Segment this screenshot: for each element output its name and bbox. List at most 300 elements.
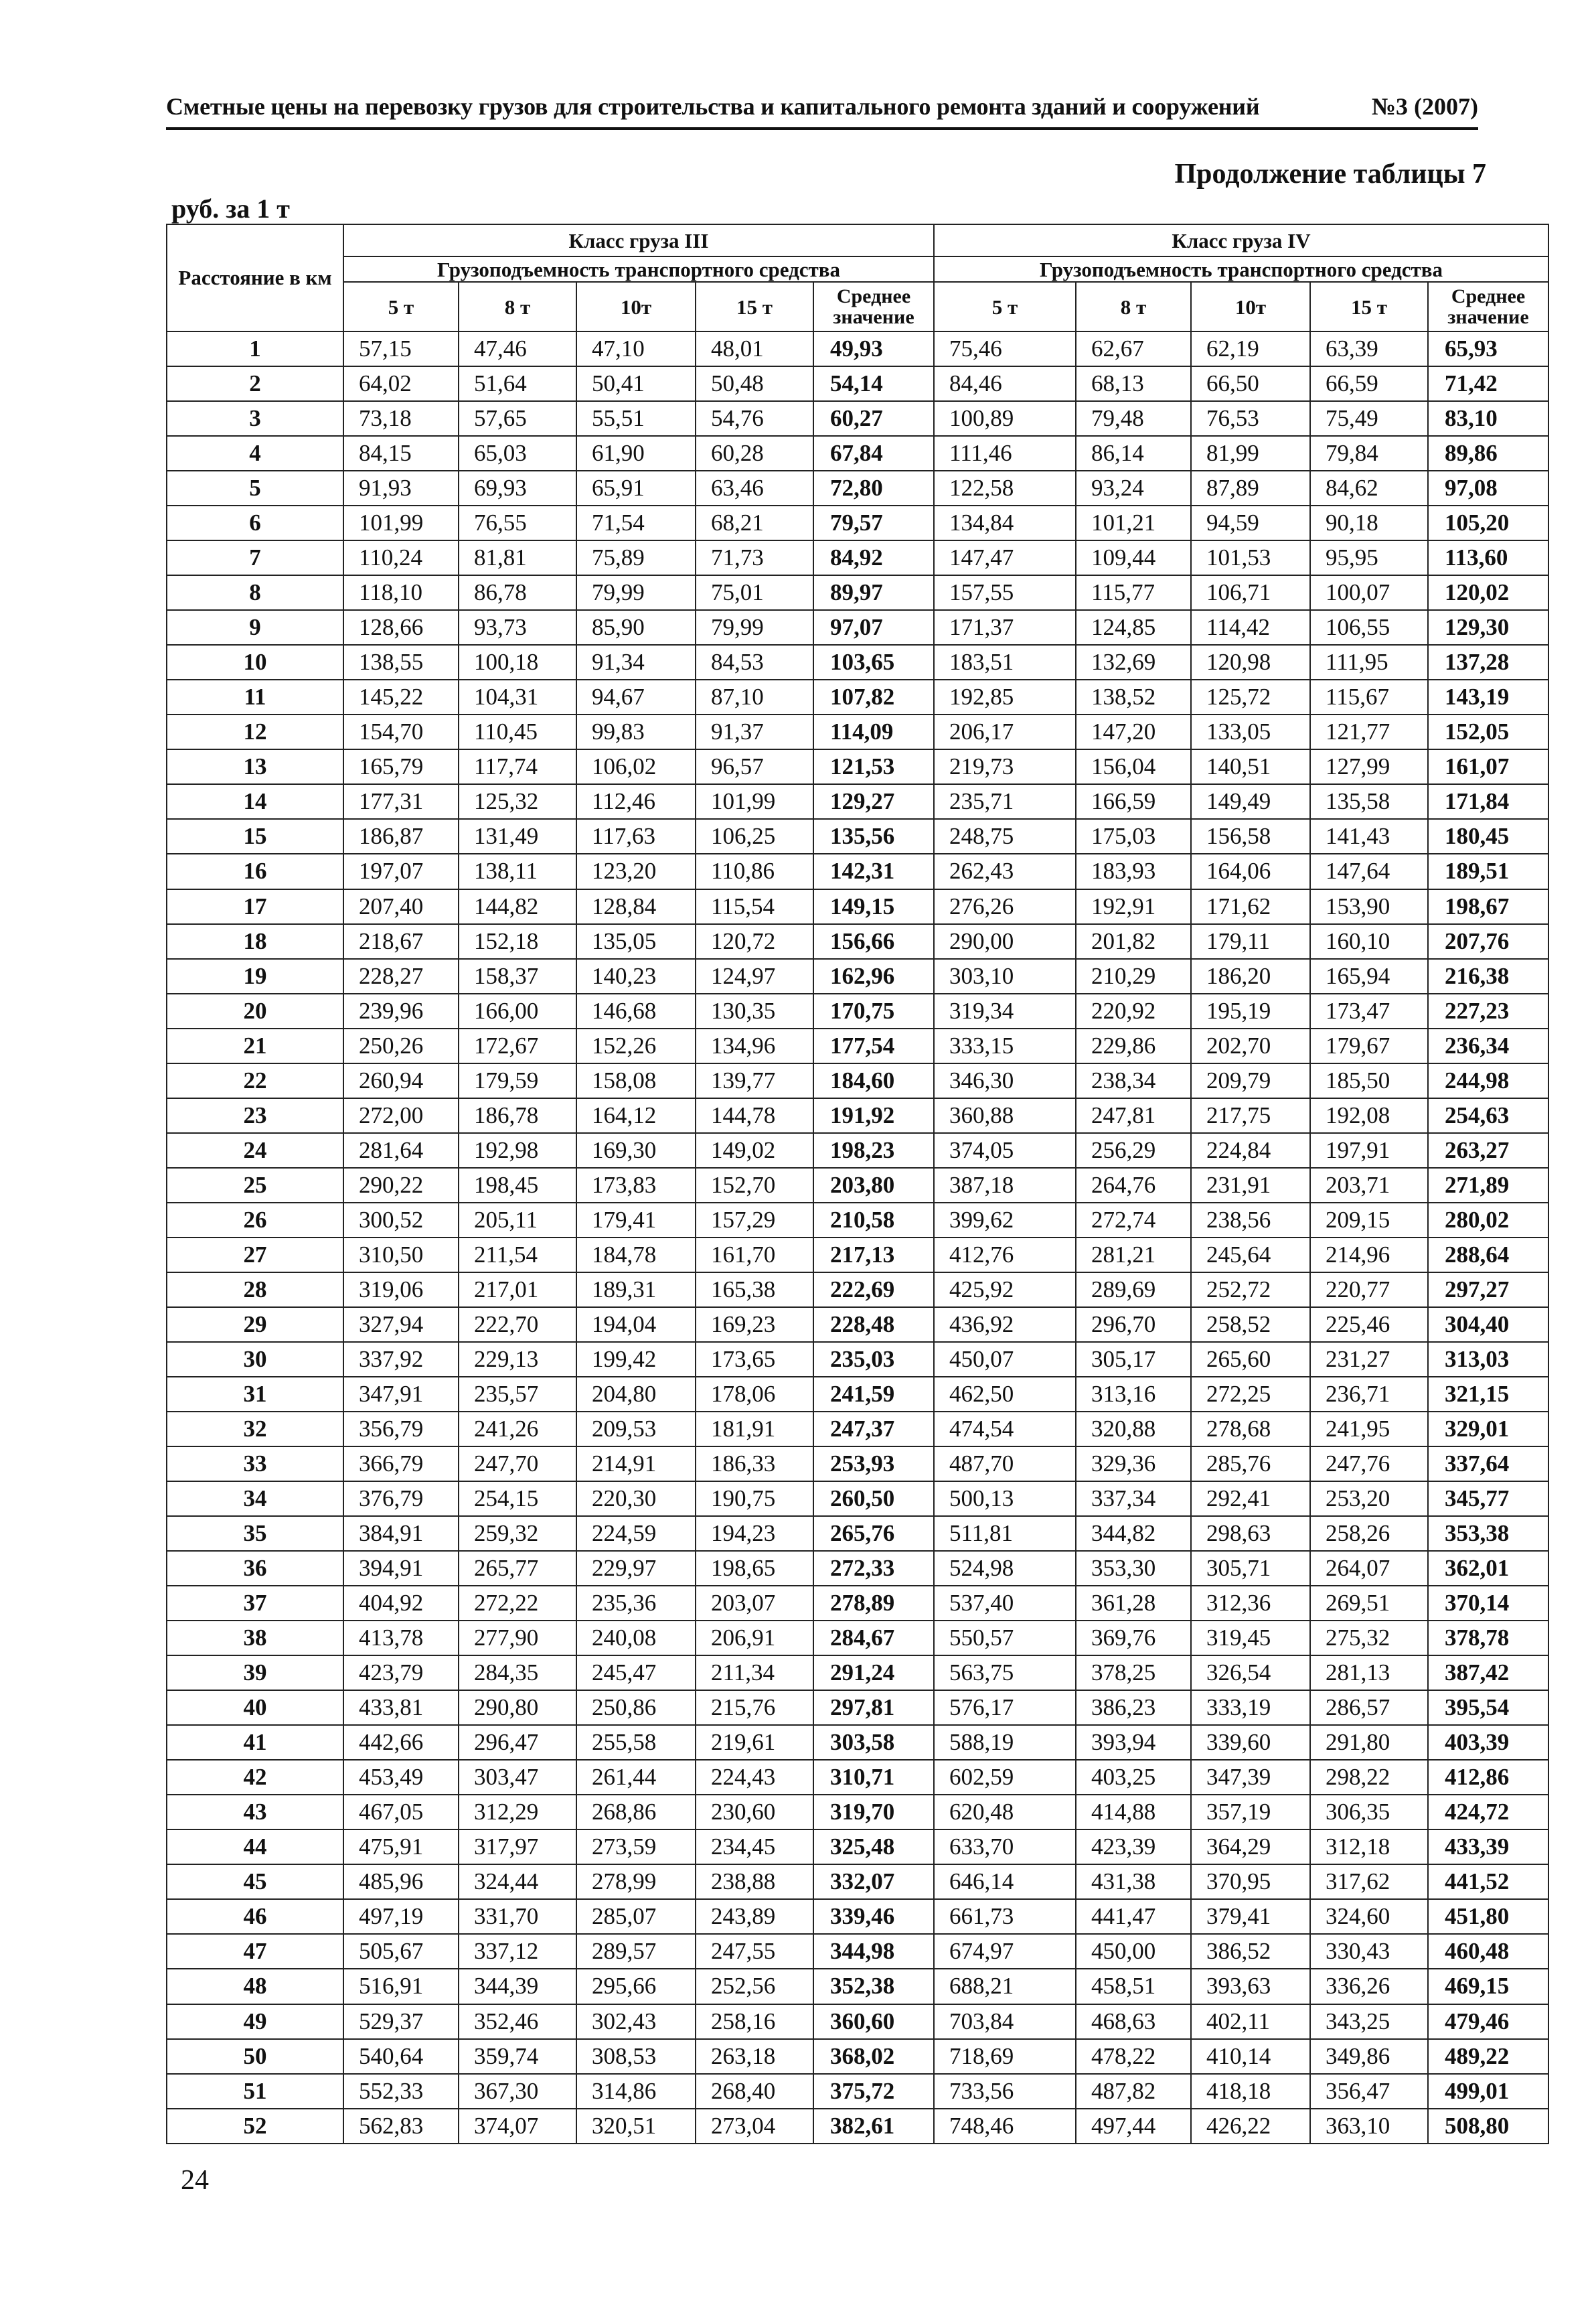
price-cell: 68,13 <box>1076 366 1191 401</box>
price-cell: 248,75 <box>934 819 1076 854</box>
price-cell: 356,79 <box>343 1412 459 1446</box>
price-cell: 138,11 <box>459 854 576 889</box>
price-cell: 117,63 <box>576 819 696 854</box>
price-cell: 337,34 <box>1076 1481 1191 1516</box>
price-cell: 410,14 <box>1191 2039 1310 2074</box>
price-cell: 320,88 <box>1076 1412 1191 1446</box>
price-cell: 123,20 <box>576 854 696 889</box>
price-cell: 165,94 <box>1310 959 1428 994</box>
table-row <box>167 331 1548 366</box>
table-row <box>167 366 1548 401</box>
price-cell: 189,31 <box>576 1272 696 1307</box>
distance-cell: 51 <box>167 2074 343 2109</box>
average-price-cell: 272,33 <box>813 1551 934 1586</box>
price-cell: 62,67 <box>1076 331 1191 366</box>
page-number: 24 <box>181 2165 209 2196</box>
average-price-cell: 345,77 <box>1428 1481 1548 1516</box>
price-cell: 203,71 <box>1310 1168 1428 1203</box>
price-cell: 319,06 <box>343 1272 459 1307</box>
price-cell: 71,73 <box>696 540 813 575</box>
distance-cell: 40 <box>167 1690 343 1725</box>
price-cell: 413,78 <box>343 1621 459 1655</box>
average-price-cell: 149,15 <box>813 889 934 924</box>
price-cell: 54,76 <box>696 401 813 436</box>
price-cell: 360,88 <box>934 1098 1076 1133</box>
distance-cell: 27 <box>167 1238 343 1272</box>
price-cell: 110,45 <box>459 715 576 749</box>
average-price-cell: 339,46 <box>813 1899 934 1934</box>
price-cell: 198,45 <box>459 1168 576 1203</box>
price-cell: 63,39 <box>1310 331 1428 366</box>
price-cell: 94,59 <box>1191 506 1310 540</box>
average-price-cell: 216,38 <box>1428 959 1548 994</box>
capacity-column-header: 5 т <box>343 282 459 331</box>
price-cell: 281,21 <box>1076 1238 1191 1272</box>
price-cell: 179,59 <box>459 1063 576 1098</box>
table-row <box>167 610 1548 645</box>
average-price-cell: 403,39 <box>1428 1725 1548 1760</box>
price-cell: 172,67 <box>459 1029 576 1063</box>
price-cell: 357,19 <box>1191 1795 1310 1829</box>
distance-cell: 1 <box>167 331 343 366</box>
price-cell: 114,42 <box>1191 610 1310 645</box>
average-price-cell: 67,84 <box>813 436 934 471</box>
price-cell: 312,29 <box>459 1795 576 1829</box>
price-cell: 403,25 <box>1076 1760 1191 1795</box>
price-cell: 252,56 <box>696 1969 813 2004</box>
price-cell: 336,26 <box>1310 1969 1428 2004</box>
price-cell: 140,23 <box>576 959 696 994</box>
distance-cell: 19 <box>167 959 343 994</box>
price-cell: 367,30 <box>459 2074 576 2109</box>
table-row <box>167 1377 1548 1412</box>
price-cell: 258,16 <box>696 2004 813 2039</box>
price-cell: 278,68 <box>1191 1412 1310 1446</box>
distance-cell: 30 <box>167 1342 343 1377</box>
price-cell: 76,53 <box>1191 401 1310 436</box>
average-price-cell: 303,58 <box>813 1725 934 1760</box>
price-cell: 224,59 <box>576 1516 696 1551</box>
price-cell: 81,99 <box>1191 436 1310 471</box>
price-cell: 268,40 <box>696 2074 813 2109</box>
price-cell: 281,13 <box>1310 1655 1428 1690</box>
price-cell: 166,00 <box>459 994 576 1029</box>
price-cell: 209,15 <box>1310 1203 1428 1238</box>
price-cell: 306,35 <box>1310 1795 1428 1829</box>
price-cell: 576,17 <box>934 1690 1076 1725</box>
price-cell: 157,29 <box>696 1203 813 1238</box>
price-cell: 84,46 <box>934 366 1076 401</box>
average-price-cell: 451,80 <box>1428 1899 1548 1934</box>
price-cell: 386,23 <box>1076 1690 1191 1725</box>
price-cell: 412,76 <box>934 1238 1076 1272</box>
price-cell: 147,64 <box>1310 854 1428 889</box>
price-cell: 201,82 <box>1076 924 1191 959</box>
price-cell: 423,39 <box>1076 1829 1191 1864</box>
price-cell: 209,79 <box>1191 1063 1310 1098</box>
distance-cell: 14 <box>167 784 343 819</box>
price-cell: 81,81 <box>459 540 576 575</box>
price-cell: 156,58 <box>1191 819 1310 854</box>
price-cell: 285,07 <box>576 1899 696 1934</box>
table-row <box>167 2109 1548 2144</box>
price-cell: 359,74 <box>459 2039 576 2074</box>
average-price-cell: 260,50 <box>813 1481 934 1516</box>
price-cell: 93,24 <box>1076 471 1191 506</box>
average-price-cell: 180,45 <box>1428 819 1548 854</box>
price-cell: 183,51 <box>934 645 1076 680</box>
price-cell: 346,30 <box>934 1063 1076 1098</box>
price-cell: 467,05 <box>343 1795 459 1829</box>
average-price-cell: 162,96 <box>813 959 934 994</box>
price-cell: 487,82 <box>1076 2074 1191 2109</box>
price-cell: 352,46 <box>459 2004 576 2039</box>
price-cell: 192,98 <box>459 1133 576 1168</box>
price-cell: 95,95 <box>1310 540 1428 575</box>
price-cell: 588,19 <box>934 1725 1076 1760</box>
price-cell: 552,33 <box>343 2074 459 2109</box>
price-cell: 296,70 <box>1076 1307 1191 1342</box>
table-row <box>167 471 1548 506</box>
price-cell: 250,26 <box>343 1029 459 1063</box>
distance-cell: 8 <box>167 575 343 610</box>
unit-label: руб. за 1 т <box>171 194 290 224</box>
price-cell: 57,15 <box>343 331 459 366</box>
price-cell: 263,18 <box>696 2039 813 2074</box>
table-row <box>167 1795 1548 1829</box>
average-price-cell: 508,80 <box>1428 2109 1548 2144</box>
price-cell: 303,10 <box>934 959 1076 994</box>
price-cell: 210,29 <box>1076 959 1191 994</box>
price-cell: 235,36 <box>576 1586 696 1621</box>
price-cell: 363,10 <box>1310 2109 1428 2144</box>
average-price-cell: 217,13 <box>813 1238 934 1272</box>
price-cell: 120,72 <box>696 924 813 959</box>
distance-cell: 6 <box>167 506 343 540</box>
price-cell: 101,99 <box>696 784 813 819</box>
price-cell: 374,07 <box>459 2109 576 2144</box>
distance-cell: 49 <box>167 2004 343 2039</box>
price-cell: 166,59 <box>1076 784 1191 819</box>
price-cell: 289,69 <box>1076 1272 1191 1307</box>
average-price-cell: 105,20 <box>1428 506 1548 540</box>
price-cell: 290,80 <box>459 1690 576 1725</box>
price-cell: 337,12 <box>459 1934 576 1969</box>
distance-cell: 5 <box>167 471 343 506</box>
price-cell: 733,56 <box>934 2074 1076 2109</box>
table-row <box>167 1969 1548 2004</box>
price-cell: 487,70 <box>934 1446 1076 1481</box>
capacity-column-header: 10т <box>1191 282 1310 331</box>
price-cell: 537,40 <box>934 1586 1076 1621</box>
distance-cell: 34 <box>167 1481 343 1516</box>
price-cell: 259,32 <box>459 1516 576 1551</box>
price-cell: 190,75 <box>696 1481 813 1516</box>
price-cell: 275,32 <box>1310 1621 1428 1655</box>
table-row <box>167 1516 1548 1551</box>
average-price-cell: 499,01 <box>1428 2074 1548 2109</box>
price-cell: 145,22 <box>343 680 459 715</box>
price-cell: 134,84 <box>934 506 1076 540</box>
price-cell: 48,01 <box>696 331 813 366</box>
capacity-column-header: 15 т <box>1310 282 1428 331</box>
table-row <box>167 715 1548 749</box>
price-cell: 442,66 <box>343 1725 459 1760</box>
table-row <box>167 645 1548 680</box>
price-cell: 277,90 <box>459 1621 576 1655</box>
price-cell: 106,55 <box>1310 610 1428 645</box>
price-cell: 674,97 <box>934 1934 1076 1969</box>
price-cell: 308,53 <box>576 2039 696 2074</box>
price-cell: 220,92 <box>1076 994 1191 1029</box>
price-cell: 550,57 <box>934 1621 1076 1655</box>
price-cell: 361,28 <box>1076 1586 1191 1621</box>
average-price-cell: 54,14 <box>813 366 934 401</box>
price-cell: 402,11 <box>1191 2004 1310 2039</box>
class3-title: Класс груза III <box>343 224 934 256</box>
capacity-column-header: 8 т <box>459 282 576 331</box>
price-cell: 253,20 <box>1310 1481 1428 1516</box>
distance-column-header: Расстояние в км <box>167 224 343 331</box>
price-cell: 122,58 <box>934 471 1076 506</box>
price-cell: 220,77 <box>1310 1272 1428 1307</box>
average-price-cell: 291,24 <box>813 1655 934 1690</box>
price-cell: 69,93 <box>459 471 576 506</box>
price-cell: 243,89 <box>696 1899 813 1934</box>
price-cell: 474,54 <box>934 1412 1076 1446</box>
price-cell: 289,57 <box>576 1934 696 1969</box>
table-row <box>167 1238 1548 1272</box>
average-price-cell: 460,48 <box>1428 1934 1548 1969</box>
average-price-cell: 352,38 <box>813 1969 934 2004</box>
price-cell: 65,91 <box>576 471 696 506</box>
price-cell: 101,99 <box>343 506 459 540</box>
average-price-cell: 170,75 <box>813 994 934 1029</box>
table-row <box>167 1029 1548 1063</box>
average-price-cell: 120,02 <box>1428 575 1548 610</box>
distance-cell: 3 <box>167 401 343 436</box>
price-cell: 238,34 <box>1076 1063 1191 1098</box>
price-cell: 185,50 <box>1310 1063 1428 1098</box>
price-cell: 202,70 <box>1191 1029 1310 1063</box>
distance-cell: 32 <box>167 1412 343 1446</box>
average-price-cell: 321,15 <box>1428 1377 1548 1412</box>
table-row <box>167 854 1548 889</box>
distance-cell: 46 <box>167 1899 343 1934</box>
price-cell: 239,96 <box>343 994 459 1029</box>
distance-cell: 38 <box>167 1621 343 1655</box>
price-cell: 225,46 <box>1310 1307 1428 1342</box>
price-cell: 94,67 <box>576 680 696 715</box>
price-cell: 324,60 <box>1310 1899 1428 1934</box>
price-cell: 276,26 <box>934 889 1076 924</box>
average-price-cell: 284,67 <box>813 1621 934 1655</box>
price-cell: 211,34 <box>696 1655 813 1690</box>
price-cell: 115,54 <box>696 889 813 924</box>
price-cell: 61,90 <box>576 436 696 471</box>
price-cell: 50,41 <box>576 366 696 401</box>
price-cell: 562,83 <box>343 2109 459 2144</box>
price-cell: 431,38 <box>1076 1864 1191 1899</box>
price-cell: 374,05 <box>934 1133 1076 1168</box>
price-cell: 134,96 <box>696 1029 813 1063</box>
average-price-cell: 382,61 <box>813 2109 934 2144</box>
table-row <box>167 1168 1548 1203</box>
average-price-cell: 71,42 <box>1428 366 1548 401</box>
distance-cell: 18 <box>167 924 343 959</box>
average-price-cell: 97,08 <box>1428 471 1548 506</box>
average-price-cell: 344,98 <box>813 1934 934 1969</box>
price-cell: 347,39 <box>1191 1760 1310 1795</box>
price-cell: 347,91 <box>343 1377 459 1412</box>
price-cell: 57,65 <box>459 401 576 436</box>
price-cell: 106,02 <box>576 749 696 784</box>
price-cell: 207,40 <box>343 889 459 924</box>
price-cell: 313,16 <box>1076 1377 1191 1412</box>
average-column-header: Среднее значение <box>1428 282 1548 331</box>
price-cell: 235,71 <box>934 784 1076 819</box>
price-cell: 111,46 <box>934 436 1076 471</box>
price-cell: 100,89 <box>934 401 1076 436</box>
price-cell: 194,04 <box>576 1307 696 1342</box>
price-cell: 344,39 <box>459 1969 576 2004</box>
price-cell: 75,46 <box>934 331 1076 366</box>
distance-cell: 50 <box>167 2039 343 2074</box>
distance-cell: 44 <box>167 1829 343 1864</box>
average-price-cell: 191,92 <box>813 1098 934 1133</box>
price-cell: 125,72 <box>1191 680 1310 715</box>
average-price-cell: 441,52 <box>1428 1864 1548 1899</box>
capacity-column-header: 10т <box>576 282 696 331</box>
price-cell: 378,25 <box>1076 1655 1191 1690</box>
average-price-cell: 228,48 <box>813 1307 934 1342</box>
price-cell: 441,47 <box>1076 1899 1191 1934</box>
average-price-cell: 412,86 <box>1428 1760 1548 1795</box>
price-cell: 205,11 <box>459 1203 576 1238</box>
average-price-cell: 83,10 <box>1428 401 1548 436</box>
price-cell: 63,46 <box>696 471 813 506</box>
price-cell: 197,07 <box>343 854 459 889</box>
average-price-cell: 375,72 <box>813 2074 934 2109</box>
average-price-cell: 244,98 <box>1428 1063 1548 1098</box>
price-cell: 331,70 <box>459 1899 576 1934</box>
price-cell: 235,57 <box>459 1377 576 1412</box>
price-cell: 425,92 <box>934 1272 1076 1307</box>
price-cell: 211,54 <box>459 1238 576 1272</box>
price-cell: 236,71 <box>1310 1377 1428 1412</box>
price-cell: 171,37 <box>934 610 1076 645</box>
price-cell: 110,24 <box>343 540 459 575</box>
rates-table <box>166 224 1549 2144</box>
table-row <box>167 2039 1548 2074</box>
price-cell: 433,81 <box>343 1690 459 1725</box>
price-cell: 224,84 <box>1191 1133 1310 1168</box>
price-cell: 540,64 <box>343 2039 459 2074</box>
price-cell: 79,99 <box>576 575 696 610</box>
average-price-cell: 263,27 <box>1428 1133 1548 1168</box>
price-cell: 426,22 <box>1191 2109 1310 2144</box>
price-cell: 179,67 <box>1310 1029 1428 1063</box>
price-cell: 101,53 <box>1191 540 1310 575</box>
price-cell: 218,67 <box>343 924 459 959</box>
price-cell: 272,00 <box>343 1098 459 1133</box>
price-cell: 326,54 <box>1191 1655 1310 1690</box>
price-cell: 319,34 <box>934 994 1076 1029</box>
price-cell: 258,26 <box>1310 1516 1428 1551</box>
price-cell: 228,27 <box>343 959 459 994</box>
price-cell: 149,49 <box>1191 784 1310 819</box>
price-cell: 418,18 <box>1191 2074 1310 2109</box>
distance-cell: 45 <box>167 1864 343 1899</box>
price-cell: 284,35 <box>459 1655 576 1690</box>
distance-cell: 11 <box>167 680 343 715</box>
price-cell: 320,51 <box>576 2109 696 2144</box>
average-price-cell: 184,60 <box>813 1063 934 1098</box>
price-cell: 245,47 <box>576 1655 696 1690</box>
average-price-cell: 222,69 <box>813 1272 934 1307</box>
distance-cell: 42 <box>167 1760 343 1795</box>
price-cell: 99,83 <box>576 715 696 749</box>
price-cell: 84,53 <box>696 645 813 680</box>
price-cell: 206,17 <box>934 715 1076 749</box>
price-cell: 86,14 <box>1076 436 1191 471</box>
distance-cell: 2 <box>167 366 343 401</box>
price-cell: 369,76 <box>1076 1621 1191 1655</box>
average-price-cell: 362,01 <box>1428 1551 1548 1586</box>
table-row <box>167 1934 1548 1969</box>
distance-cell: 41 <box>167 1725 343 1760</box>
price-cell: 55,51 <box>576 401 696 436</box>
table-row <box>167 819 1548 854</box>
average-price-cell: 337,64 <box>1428 1446 1548 1481</box>
table-row <box>167 2004 1548 2039</box>
average-price-cell: 329,01 <box>1428 1412 1548 1446</box>
price-cell: 314,86 <box>576 2074 696 2109</box>
price-cell: 258,52 <box>1191 1307 1310 1342</box>
price-cell: 333,19 <box>1191 1690 1310 1725</box>
table-row <box>167 1133 1548 1168</box>
price-cell: 62,19 <box>1191 331 1310 366</box>
price-cell: 485,96 <box>343 1864 459 1899</box>
distance-cell: 4 <box>167 436 343 471</box>
average-price-cell: 89,97 <box>813 575 934 610</box>
price-cell: 183,93 <box>1076 854 1191 889</box>
average-price-cell: 288,64 <box>1428 1238 1548 1272</box>
price-cell: 497,19 <box>343 1899 459 1934</box>
average-price-cell: 203,80 <box>813 1168 934 1203</box>
average-price-cell: 313,03 <box>1428 1342 1548 1377</box>
distance-cell: 20 <box>167 994 343 1029</box>
price-cell: 245,64 <box>1191 1238 1310 1272</box>
price-cell: 399,62 <box>934 1203 1076 1238</box>
price-cell: 140,51 <box>1191 749 1310 784</box>
document-title: Сметные цены на перевозку грузов для строительства и капитального ремонта зданий и сооружений <box>166 93 1260 120</box>
price-cell: 149,02 <box>696 1133 813 1168</box>
price-cell: 147,47 <box>934 540 1076 575</box>
price-cell: 290,22 <box>343 1168 459 1203</box>
price-cell: 423,79 <box>343 1655 459 1690</box>
table-row <box>167 401 1548 436</box>
price-cell: 109,44 <box>1076 540 1191 575</box>
price-cell: 260,94 <box>343 1063 459 1098</box>
price-cell: 343,25 <box>1310 2004 1428 2039</box>
average-price-cell: 171,84 <box>1428 784 1548 819</box>
price-cell: 327,94 <box>343 1307 459 1342</box>
distance-cell: 21 <box>167 1029 343 1063</box>
table-row <box>167 1586 1548 1621</box>
table-row <box>167 1725 1548 1760</box>
price-cell: 75,49 <box>1310 401 1428 436</box>
